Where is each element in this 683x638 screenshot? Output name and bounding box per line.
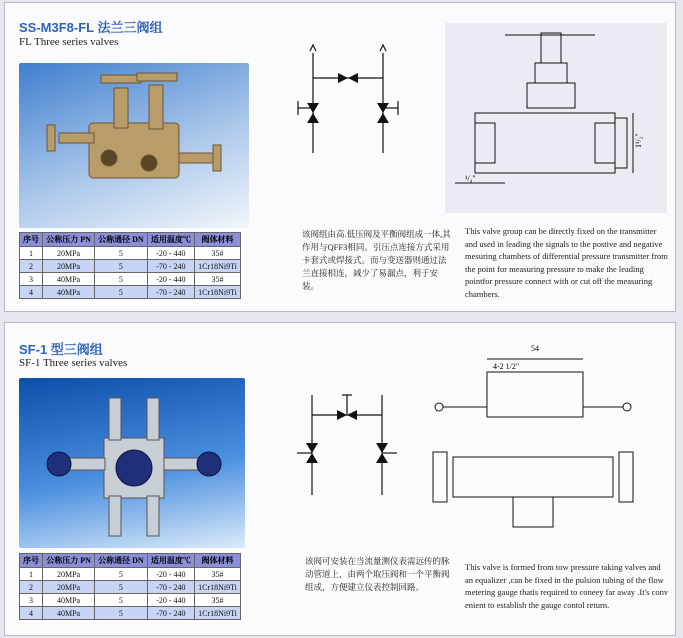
table-row [20,581,241,594]
table-cell: 35# [194,568,240,581]
table-header: 阀体材料 [194,554,240,568]
table-cell: 5 [94,286,147,299]
table-row [20,594,241,607]
table-row [20,568,241,581]
valve-photo-illustration [19,378,245,548]
dim-label: ¹/₄" [465,174,476,183]
table-cell: -20 - 440 [147,247,194,260]
table-cell: 40MPa [43,273,95,286]
english-description: This valve is formed from tow pressure taking valves and an equalizer ,can be fixed in the pulsion tubing of the flow metering gauge thatis required to coneey far away .It's conv enient to establish the gauge contol return. [465,562,669,610]
table-header: 公称压力 PN [43,554,95,568]
table-header: 公称通径 DN [94,554,147,568]
table-row [20,273,241,286]
table-cell: 20MPa [43,247,95,260]
table-row [20,607,241,620]
table-cell: 5 [94,581,147,594]
section-subtitle: SF-1 Three series valves [19,357,128,369]
table-cell: 35# [194,247,240,260]
table-cell: 1Cr18Ni9Ti [194,286,240,299]
table-cell: 5 [94,607,147,620]
table-cell: 2 [20,260,43,273]
table-cell: 1 [20,247,43,260]
spec-table [19,232,241,299]
dim-label: 54 [531,344,539,353]
table-cell: -20 - 440 [147,273,194,286]
product-photo [19,63,249,228]
table-cell: 40MPa [43,594,95,607]
table-header: 公称通径 DN [94,233,147,247]
table-cell: 20MPa [43,581,95,594]
dim-label: 4-2 1/2" [493,362,520,371]
table-header: 阀体材料 [194,233,240,247]
section-title: SF-1 型三阀组 [19,342,103,357]
chinese-description: 该阀可安装在当流量测仪表需远传的脉动管道上，由两个取压阀和一个平衡阀组成，方便建立仪表控制回路。 [305,556,450,592]
table-cell: 40MPa [43,286,95,299]
table-cell: 20MPa [43,260,95,273]
table-row [20,260,241,273]
chinese-description: 该阀组由高.低压阀及平衡阀组成一体,其作用与QFF3相同。引压点连接方式采用卡套式或焊接式。而与变送器则通过法兰直接相连，减少了易漏点，利于安装。 [302,229,451,291]
table-cell: -20 - 440 [147,568,194,581]
table-cell: 4 [20,286,43,299]
table-cell: 1Cr18Ni9Ti [194,581,240,594]
table-cell: 1Cr18Ni9Ti [194,607,240,620]
table-cell: 5 [94,247,147,260]
spec-table [19,553,241,620]
section-subtitle: FL Three series valves [19,36,119,48]
table-cell: -70 - 240 [147,260,194,273]
table-cell: 5 [94,273,147,286]
table-cell: -70 - 240 [147,286,194,299]
table-cell: -70 - 240 [147,581,194,594]
table-cell: 4 [20,607,43,620]
table-cell: -20 - 440 [147,594,194,607]
dim-label: 1¹/₂" [634,133,643,148]
product-photo [19,378,245,548]
english-description: This valve group can be directly fixed on the transmitter and used in leading the signals to the postive and negative mesuring chambets of differential pressure transmitter from the point for measuring pressure to make the leading pointfor pressure connect with or cut off the measuring chambers. [465,226,668,299]
valve-schematic [283,43,413,163]
table-cell: -70 - 240 [147,607,194,620]
table-cell: 3 [20,594,43,607]
table-cell: 1 [20,568,43,581]
table-cell: 3 [20,273,43,286]
technical-drawing [445,23,667,213]
table-cell: 2 [20,581,43,594]
table-cell: 5 [94,568,147,581]
table-cell: 20MPa [43,568,95,581]
technical-drawing [423,337,645,547]
table-row [20,247,241,260]
section-fl-valves [4,2,676,312]
table-cell: 35# [194,594,240,607]
valve-schematic [287,385,417,505]
section-sf1-valves [4,322,676,636]
table-header: 序号 [20,554,43,568]
table-header: 序号 [20,233,43,247]
table-cell: 5 [94,260,147,273]
valve-photo-illustration [19,63,249,228]
table-header: 公称压力 PN [43,233,95,247]
table-cell: 5 [94,594,147,607]
table-cell: 1Cr18Ni9Ti [194,260,240,273]
section-title: SS-M3F8-FL 法兰三阀组 [19,20,163,35]
table-header: 适用温度℃ [147,233,194,247]
table-cell: 40MPa [43,607,95,620]
table-cell: 35# [194,273,240,286]
table-row [20,286,241,299]
table-header: 适用温度℃ [147,554,194,568]
